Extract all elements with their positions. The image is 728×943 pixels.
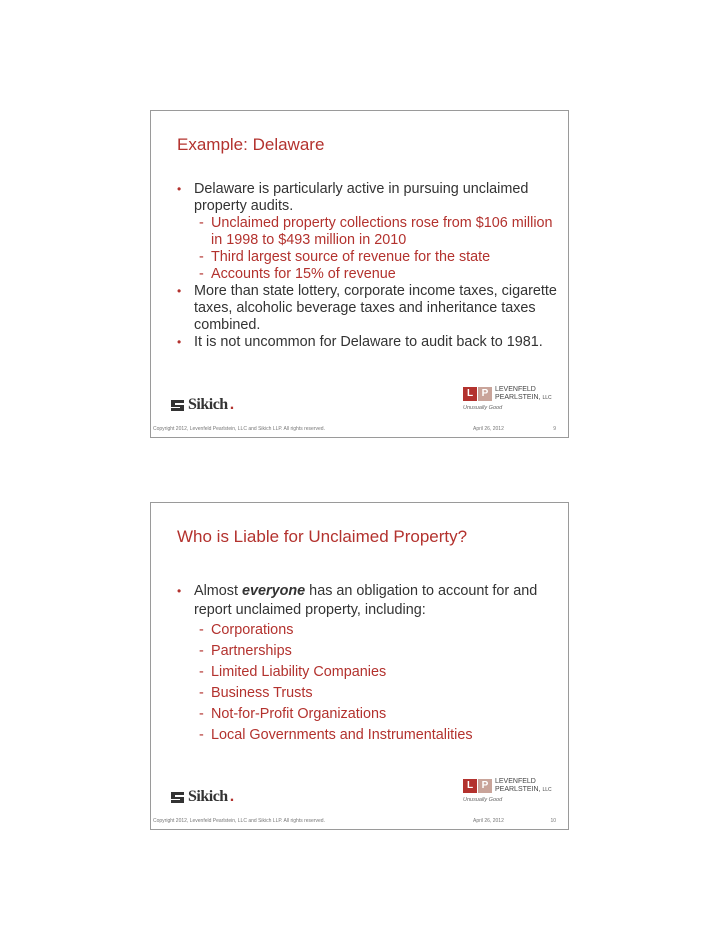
bullet-text: Delaware is particularly active in pursuing unclaimed property audits. (194, 181, 529, 214)
sikich-wordmark: Sikich (188, 396, 228, 413)
dash-icon: - (199, 664, 204, 680)
lp-name-line1: LEVENFELD (495, 778, 536, 785)
dash-icon: - (199, 215, 204, 231)
levenfeld-pearlstein-logo (463, 387, 555, 417)
slide-title: Who is Liable for Unclaimed Property? (177, 527, 468, 546)
lp-llc: LLC (542, 395, 552, 401)
bullet-dot-icon: • (177, 335, 182, 349)
sub-item (167, 641, 562, 662)
bullet-text-before: Almost (194, 583, 242, 599)
sub-list (167, 620, 562, 746)
bullet-dot-icon: • (177, 584, 182, 598)
dash-icon: - (199, 622, 204, 638)
bullet-list (167, 582, 562, 746)
bullet-list (167, 181, 562, 351)
lp-letter-p: P (478, 387, 492, 401)
slide-footer (151, 818, 568, 828)
sub-item (167, 704, 562, 725)
copyright-text: Copyright 2012, Levenfeld Pearlstein, LLC and Sikich LLP. All rights reserved. (153, 818, 325, 824)
sub-text: Corporations (211, 622, 294, 638)
sub-item (167, 683, 562, 704)
bullet-item (167, 334, 562, 351)
dash-icon: - (199, 685, 204, 701)
bullet-emphasis: everyone (241, 583, 306, 599)
page-number: 10 (550, 818, 556, 824)
footer-date: April 26, 2012 (473, 818, 504, 824)
dash-icon: - (199, 266, 204, 282)
sikich-mark-icon (169, 397, 186, 414)
lp-tagline: Unusually Good (463, 797, 503, 803)
sub-item (167, 215, 562, 249)
lp-llc: LLC (542, 787, 552, 793)
slide-10 (150, 502, 569, 830)
sub-text: Partnerships (211, 643, 292, 659)
bullet-text-after: has an obligation to account for and report unclaimed property, including: (194, 583, 538, 618)
sikich-dot-icon: . (229, 788, 235, 805)
sub-text: Unclaimed property collections rose from $106 million in 1998 to $493 million in 2010 (211, 215, 553, 248)
sub-text: Third largest source of revenue for the state (211, 249, 491, 265)
sikich-dot-icon: . (229, 396, 235, 413)
dash-icon: - (199, 249, 204, 265)
sub-text: Not-for-Profit Organizations (211, 706, 387, 722)
lp-letter-l: L (463, 387, 477, 401)
lp-letter-p: P (478, 779, 492, 793)
sub-text: Accounts for 15% of revenue (211, 266, 396, 282)
sub-item (167, 266, 562, 283)
sub-text: Business Trusts (211, 685, 313, 701)
footer-date: April 26, 2012 (473, 426, 504, 432)
slide-title: Example: Delaware (177, 135, 325, 154)
bullet-text: More than state lottery, corporate income taxes, cigarette taxes, alcoholic beverage taxes and inheritance taxes combined. (194, 283, 557, 333)
slide-9 (150, 110, 569, 438)
bullet-dot-icon: • (177, 284, 182, 298)
lp-name (495, 386, 552, 402)
sikich-logo (169, 396, 234, 414)
bullet-dot-icon: • (177, 182, 182, 196)
bullet-item (167, 181, 562, 215)
sikich-mark-icon (169, 789, 186, 806)
lp-name (495, 778, 552, 794)
sikich-logo (169, 788, 234, 806)
dash-icon: - (199, 727, 204, 743)
bullet-item (167, 582, 562, 620)
lp-name-line2: PEARLSTEIN, (495, 394, 541, 401)
sub-item (167, 620, 562, 641)
slide-footer (151, 426, 568, 436)
lp-name-line2: PEARLSTEIN, (495, 786, 541, 793)
sub-text: Limited Liability Companies (211, 664, 387, 680)
bullet-item (167, 283, 562, 334)
sub-text: Local Governments and Instrumentalities (211, 727, 473, 743)
sub-item (167, 725, 562, 746)
dash-icon: - (199, 643, 204, 659)
lp-tagline: Unusually Good (463, 405, 503, 411)
dash-icon: - (199, 706, 204, 722)
sub-item (167, 249, 562, 266)
sub-list (167, 215, 562, 283)
sikich-wordmark: Sikich (188, 788, 228, 805)
bullet-text: It is not uncommon for Delaware to audit back to 1981. (194, 334, 543, 350)
levenfeld-pearlstein-logo (463, 779, 555, 809)
sub-item (167, 662, 562, 683)
lp-letter-l: L (463, 779, 477, 793)
copyright-text: Copyright 2012, Levenfeld Pearlstein, LLC and Sikich LLP. All rights reserved. (153, 426, 325, 432)
lp-name-line1: LEVENFELD (495, 386, 536, 393)
page-number: 9 (553, 426, 556, 432)
